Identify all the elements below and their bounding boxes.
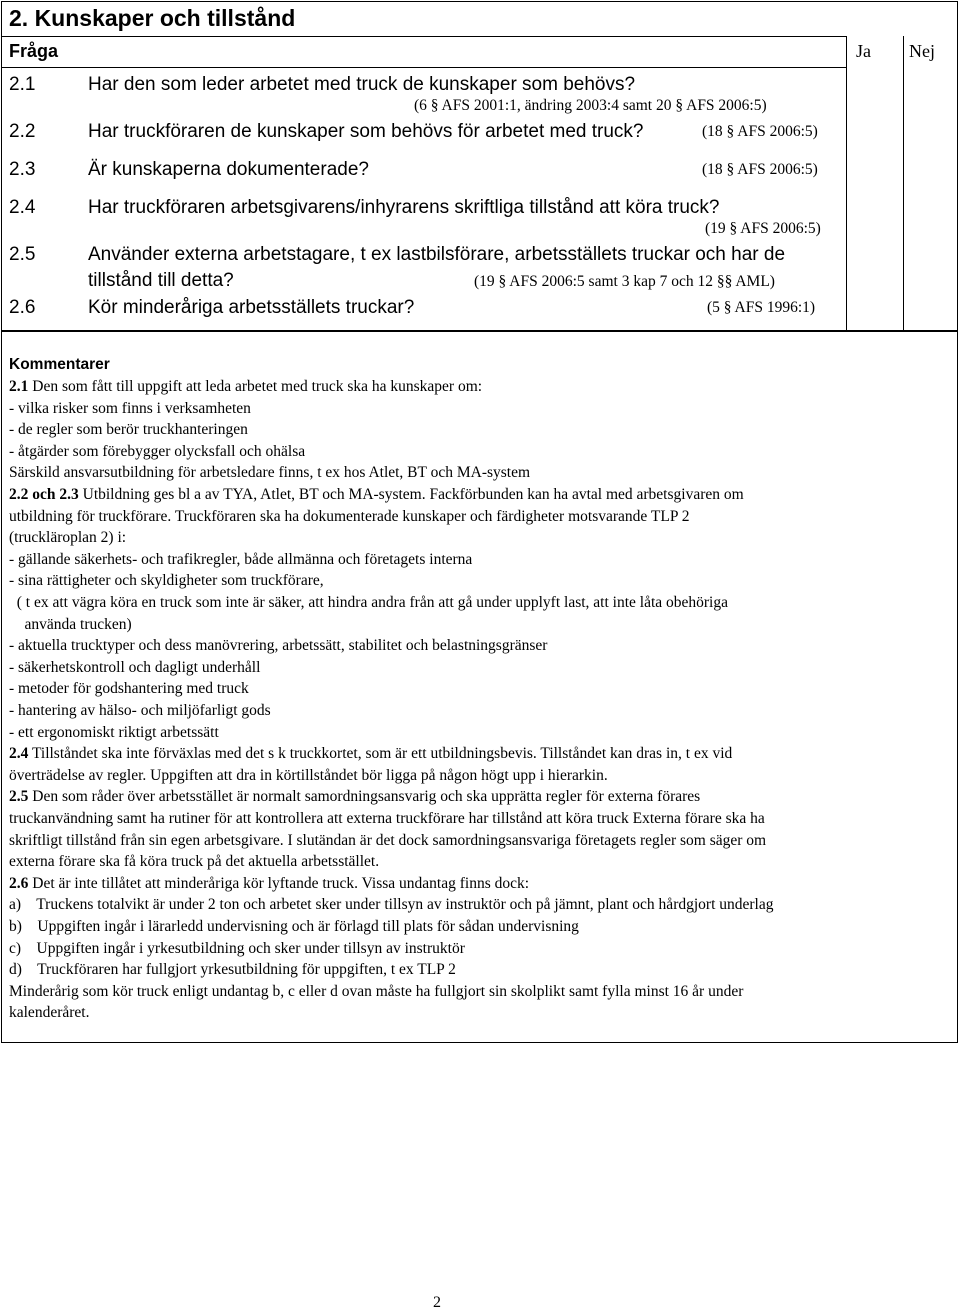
comment-line-text: använda trucken) [9,615,132,633]
comment-line [9,638,547,654]
comment-line-text: överträdelse av regler. Uppgiften att dra in körtillståndet bör ligga på någon högt upp i hierarkin. [9,766,608,784]
comment-line-label: 2.2 och 2.3 [9,486,79,503]
comment-line [9,1005,89,1021]
comment-line [9,962,456,978]
comment-line-text: - vilka risker som finns i verksamheten [9,399,251,417]
header-yes: Ja [856,41,871,61]
question-text: Är kunskaperna dokumenterade? [88,159,369,180]
question-reference: (19 § AFS 2006:5 samt 3 kap 7 och 12 §§ AML) [474,273,775,290]
col-divider-nej [903,36,904,331]
question-reference: (5 § AFS 1996:1) [707,299,816,316]
comment-line-label: 2.5 [9,788,29,806]
comment-line [9,897,773,913]
comment-line [9,444,305,460]
page-number: 2 [433,1294,441,1311]
comment-line-text: - säkerhetskontroll och dagligt underhåll [9,658,261,676]
question-text: Använder externa arbetstagare, t ex lastbilsförare, arbetsställets truckar och har de [88,244,786,265]
comment-line-text: - aktuella trucktyper och dess manövrering, arbetssätt, stabilitet och belastningsgränser [9,637,548,655]
comment-line [9,660,260,676]
question-text: Har den som leder arbetet med truck de kunskaper som behövs? [88,74,636,95]
comment-line [9,573,324,589]
comment-line-text: truckanvändning samt ha rutiner för att kontrollera att externa truckförare har tillstånd att köra truck Externa förare ska ha [9,810,765,827]
comment-line-text: - sina rättigheter och skyldigheter som truckförare, [9,572,324,590]
question-number: 2.3 [9,159,36,180]
comment-line-label: 2.4 [9,745,29,763]
comment-line [9,768,608,784]
comment-line [9,530,126,546]
comment-line-text: - åtgärder som förebygger olycksfall och ohälsa [9,442,306,460]
question-number: 2.6 [9,297,36,318]
question-reference: (19 § AFS 2006:5) [705,220,821,237]
question-text: Har truckföraren de kunskaper som behövs för arbetet med truck? [88,121,644,142]
comment-line-text: Tillståndet ska inte förväxlas med det s k truckkortet, som är ett utbildningsbevis. Tillståndet kan dras in, t ex vid [28,745,733,763]
comment-line [9,876,529,892]
comment-line [9,595,728,611]
comment-line-text: b) Uppgiften ingår i lärarledd undervisning och är förlagd till plats för sådan undervisning [9,918,579,935]
question-reference: (18 § AFS 2006:5) [702,161,818,178]
title-row-divider [1,36,846,37]
comment-line [9,833,766,849]
comment-line [9,854,379,870]
question-reference: (6 § AFS 2001:1, ändring 2003:4 samt 20 § AFS 2006:5) [414,97,767,114]
comment-line [9,422,248,438]
comment-line [9,487,744,503]
comment-line-text: (truckläroplan 2) i: [9,529,127,547]
comment-line [9,919,579,935]
comment-line [9,617,132,633]
comment-line-text: - metoder för godshantering med truck [9,680,249,698]
comment-line-text: kalenderåret. [9,1004,90,1022]
comment-line-text: - ett ergonomiskt riktigt arbetssätt [9,723,219,741]
header-row-divider [1,67,846,68]
comment-line-label: 2.6 [9,874,29,892]
comment-line [9,379,482,395]
question-reference: (18 § AFS 2006:5) [702,123,818,140]
comment-line-text: externa förare ska få köra truck på det aktuella arbetsstället. [9,853,380,871]
comment-line [9,509,690,525]
comment-line-text: - gällande säkerhets- och trafikregler, både allmänna och företagets interna [9,550,473,568]
comment-line [9,703,271,719]
question-number: 2.5 [9,244,36,265]
comment-line-text: Den som råder över arbetsstället är normalt samordningsansvarig och ska upprätta regler för externa förares [28,788,701,806]
question-text: Har truckföraren arbetsgivarens/inhyrarens skriftliga tillstånd att köra truck? [88,197,720,218]
comment-line-text: - de regler som berör truckhanteringen [9,421,248,439]
header-question: Fråga [9,41,59,61]
question-number: 2.1 [9,74,36,95]
comment-line [9,725,219,741]
comment-line [9,746,732,762]
comment-line-text: ( t ex att vägra köra en truck som inte är säker, att hindra andra från att gå under upplyft last, att inte låta obehöriga [9,594,728,611]
comment-line [9,789,700,805]
comment-line [9,681,249,697]
comment-line-text: utbildning för truckförare. Truckföraren ska ha dokumenterade kunskaper och färdigheter motsvarande TLP 2 [9,507,690,525]
comment-line [9,552,472,568]
comment-line-text: a) Truckens totalvikt är under 2 ton och arbetet sker under tillsyn av instruktör och på jämnt, plant och hårdgjort underlag [9,896,774,914]
question-number: 2.4 [9,197,36,218]
col-divider-ja [846,36,847,331]
comment-line [9,811,765,827]
comment-line-text: Minderårig som kör truck enligt undantag b, c eller d ovan måste ha fullgjort sin skolplikt samt fylla minst 16 år under [9,982,744,1000]
comment-line-text: skriftligt tillstånd från sin egen arbetsgivare. I slutändan är det dock samordningsansvariga företagets regler som säger om [9,831,767,849]
question-text: Kör minderåriga arbetsställets truckar? [88,297,415,318]
comment-line-text: Utbildning ges bl a av TYA, Atlet, BT och MA-system. Fackförbunden kan ha avtal med arbetsgivaren om [78,486,744,503]
section-title: 2. Kunskaper och tillstånd [9,5,296,31]
comment-line-text: - hantering av hälso- och miljöfarligt gods [9,702,271,719]
question-number: 2.2 [9,121,36,142]
comment-line-text: c) Uppgiften ingår i yrkesutbildning och sker under tillsyn av instruktör [9,939,465,957]
header-no: Nej [909,41,935,61]
comment-line [9,465,530,481]
comments-heading: Kommentarer [9,356,110,373]
question-text-continued: tillstånd till detta? [88,270,234,291]
comment-line-text: Särskild ansvarsutbildning för arbetsledare finns, t ex hos Atlet, BT och MA-system [9,464,531,482]
comment-line [9,401,251,417]
comment-line-text: d) Truckföraren har fullgjort yrkesutbildning för uppgiften, t ex TLP 2 [9,961,456,979]
comment-line-text: Det är inte tillåtet att minderåriga kör lyftande truck. Vissa undantag finns dock: [28,874,530,892]
comment-line [9,984,743,1000]
comment-line-text: Den som fått till uppgift att leda arbetet med truck ska ha kunskaper om: [28,378,483,395]
comment-line [9,941,465,957]
comment-line-label: 2.1 [9,378,29,395]
